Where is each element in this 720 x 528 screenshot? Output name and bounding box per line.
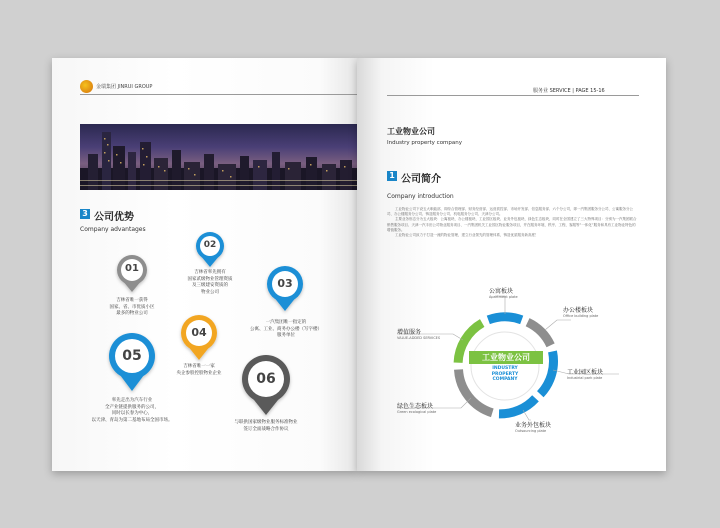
leader-outsourcing — [523, 410, 531, 420]
intro-section-title: 公司简介 — [401, 174, 441, 185]
pin-number-01: 01 — [125, 263, 139, 274]
pin-caption-02: 吉林省率先拥有 国家贰级物业管理资质 及三级建安资质的 物业公司 — [187, 270, 233, 295]
label-value-added: 增值服务 VALUE-ADDED SERVICES — [397, 329, 441, 340]
pin-caption-06: 与联供国家级物业服务标准物业 签订全面战略合作协议 — [234, 420, 298, 432]
leader-office — [545, 320, 571, 330]
pin-caption-04: 吉林省唯一一家 央企参股控股物业企业 — [176, 364, 222, 376]
right-page — [357, 58, 666, 471]
pin-caption-01: 吉林省唯一获得 国家、省、市优质小区 最多的物业公司 — [109, 298, 155, 316]
pin-caption-03: 一汽集团唯一指定的 公寓、工业、商务办公楼（写字楼） 服务单位 — [250, 320, 322, 338]
pin-number-03: 03 — [277, 277, 293, 290]
pin-number-05: 05 — [122, 348, 142, 364]
pin-caption-05: 率先走出为汽车行业 全产业链提供服务的公司， 同时以长春为中心， 以天津、青岛为第二基地布局全国市场。 — [91, 398, 173, 423]
ring-segment-office — [528, 322, 551, 345]
center-title-cn: 工业物业公司 — [482, 353, 530, 362]
pin-number-04: 04 — [191, 326, 207, 339]
left-page — [52, 58, 357, 471]
pin-number-02: 02 — [203, 240, 217, 250]
section-subtitle: Company advantages — [80, 226, 146, 233]
intro-paragraph-1: 工业物业公司下设五大职能部，即综合管理部、财务经营部、运营质控部、市场开发部、信息服务部、六个分公司，即一汽集团服务分公司、公寓服务分公司、办公楼服务分公司、铸造服务分公司、机电服务分公司、天津分公司。 — [387, 207, 633, 217]
label-apartment: 公寓板块 Apartment plate — [489, 288, 518, 299]
section-number-badge: 3 — [80, 209, 90, 219]
company-title: 工业物业公司 — [387, 127, 435, 136]
intro-section-subtitle: Company introduction — [387, 193, 454, 200]
center-title-en: INDUSTRY PROPERTY COMPANY — [491, 366, 519, 382]
company-subtitle: Industry property company — [387, 140, 463, 146]
label-outsourcing: 业务外包板块 Outsourcing plate — [515, 422, 552, 433]
label-industrial: 工业园区板块 Industrial park plate — [567, 369, 604, 380]
ring-segment-apartment — [488, 317, 521, 320]
pin-number-06: 06 — [256, 371, 276, 387]
section-title: 公司优势 — [94, 212, 134, 223]
label-office: 办公楼板块 Office building plate — [563, 307, 599, 318]
label-green: 绿色生态板块 Green ecological plate — [397, 403, 437, 414]
ring-segment-outsourcing — [499, 398, 536, 414]
intro-paragraph-2: 主要业务形态分为五大板块：公寓板块、办公楼板块、工业园区板块、业务外包板块、绿色生态板块，同时在全国建立了三大特殊项目：分别为一汽集团联合销售服务项目、天津一汽丰田公司物业服务项目、一汽集团机关工业园区物业服务项目，并在服务环境、秩序、工程、客服等“一体化”服务和具有工业物业特色的增值服务。 — [387, 217, 637, 232]
page-folio: 服务业 SERVICE | PAGE 15-16 — [533, 88, 605, 94]
intro-paragraph-3: 工业物业公司致力于打造一流的物业管理，建立行业领先的管理体系，铸造优质服务新高度！ — [395, 233, 539, 238]
pin-01 — [116, 222, 148, 292]
brand-name: 金瑞集团 JINRUI GROUP — [96, 84, 153, 90]
intro-section-number: 1 — [387, 171, 397, 181]
